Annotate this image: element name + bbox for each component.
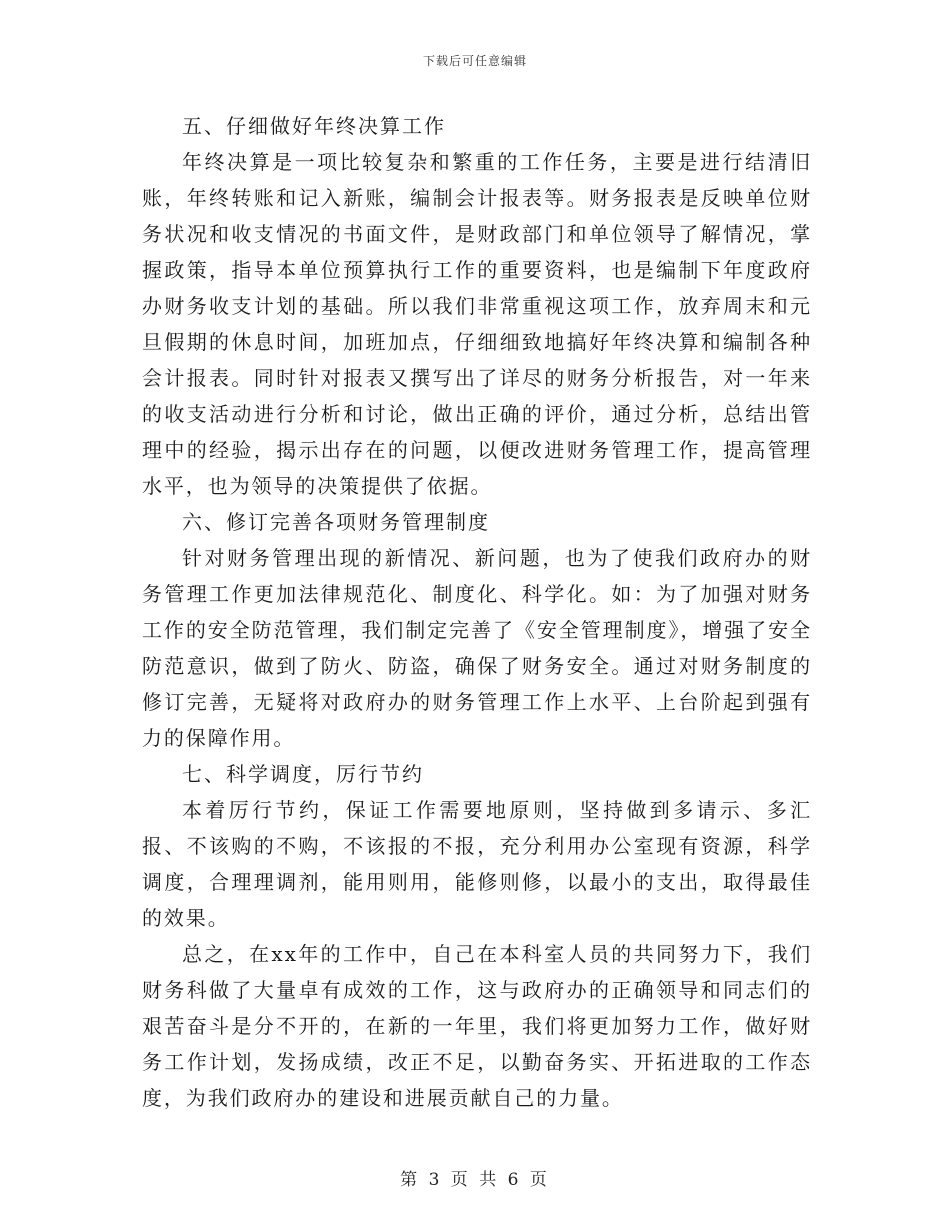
body-paragraph: 本着厉行节约，保证工作需要地原则，坚持做到多请示、多汇报、不该购的不购，不该报的不报，充分利用办公室现有资源，科学调度，合理理调剂，能用则用，能修则修，以最小的支出，取得最佳的效果。 [142, 798, 812, 930]
body-paragraph: 针对财务管理出现的新情况、新问题，也为了使我们政府办的财务管理工作更加法律规范化、制度化、科学化。如：为了加强对财务工作的安全防范管理，我们制定完善了《安全管理制度》，增强了安全防范意识，做到了防火、防盗，确保了财务安全。通过对财务制度的修订完善，无疑将对政府办的财务管理工作上水平、上台阶起到强有力的保障作用。 [142, 546, 812, 750]
page-header-note: 下载后可任意编辑 [422, 54, 527, 68]
section-heading: 五、仔细做好年终决算工作 [182, 114, 446, 138]
section-heading: 七、科学调度，厉行节约 [182, 762, 424, 786]
body-paragraph: 总之，在xx年的工作中，自己在本科室人员的共同努力下，我们财务科做了大量卓有成效的工作，这与政府办的正确领导和同志们的艰苦奋斗是分不开的，在新的一年里，我们将更加努力工作，做好财务工作计划，发扬成绩，改正不足，以勤奋务实、开拓进取的工作态度，为我们政府办的建设和进展贡献自己的力量。 [142, 942, 812, 1110]
document-body [142, 108, 812, 1116]
body-paragraph: 年终决算是一项比较复杂和繁重的工作任务，主要是进行结清旧账，年终转账和记入新账，编制会计报表等。财务报表是反映单位财务状况和收支情况的书面文件，是财政部门和单位领导了解情况，掌握政策，指导本单位预算执行工作的重要资料，也是编制下年度政府办财务收支计划的基础。所以我们非常重视这项工作，放弃周末和元旦假期的休息时间，加班加点，仔细细致地搞好年终决算和编制各种会计报表。同时针对报表又撰写出了详尽的财务分析报告，对一年来的收支活动进行分析和讨论，做出正确的评价，通过分析，总结出管理中的经验，揭示出存在的问题，以便改进财务管理工作，提高管理水平，也为领导的决策提供了依据。 [142, 150, 812, 498]
section-heading: 六、修订完善各项财务管理制度 [182, 510, 490, 534]
page-number: 第 3 页 共 6 页 [400, 1170, 550, 1190]
